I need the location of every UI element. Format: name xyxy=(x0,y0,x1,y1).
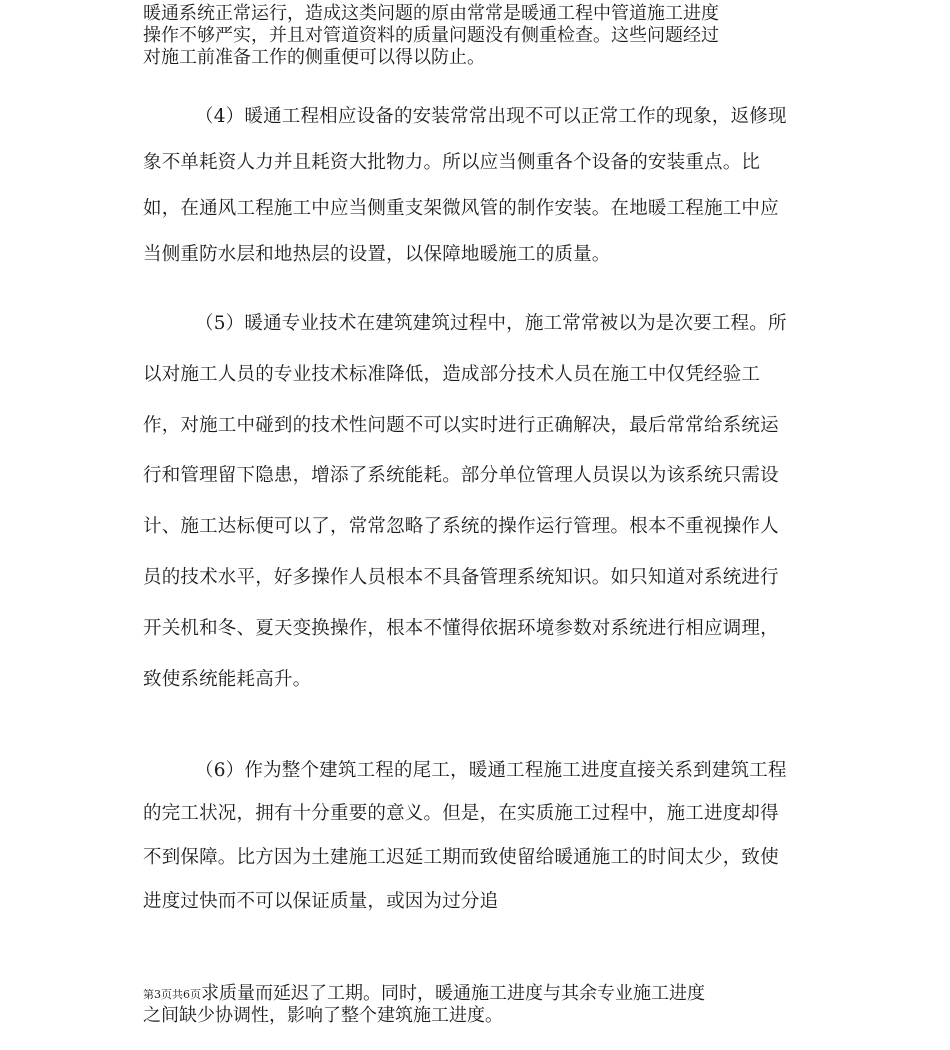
paragraph-line: 致使系统能耗高升。 xyxy=(143,669,312,690)
paragraph-line: 当侧重防水层和地热层的设置，以保障地暖施工的质量。 xyxy=(143,244,611,265)
paragraph-line: （6）作为整个建筑工程的尾工，暖通工程施工进度直接关系到建筑工程 xyxy=(195,760,787,781)
paragraph-line: 作，对施工中碰到的技术性问题不可以实时进行正确解决，最后常常给系统运 xyxy=(143,415,779,436)
footer-continuation: 求质量而延迟了工期。同时，暖通施工进度与其余专业施工进度 xyxy=(201,983,705,1004)
paragraph-line: 的完工状况，拥有十分重要的意义。但是，在实质施工过程中，施工进度却得 xyxy=(143,803,779,824)
page-number-label: 第3页共6页 xyxy=(143,988,201,1001)
footer-line: 之间缺少协调性，影响了整个建筑施工进度。 xyxy=(143,1005,503,1026)
paragraph-line: 以对施工人员的专业技术标准降低，造成部分技术人员在施工中仅凭经验工 xyxy=(143,364,761,385)
paragraph-line: 暖通系统正常运行，造成这类问题的原由常常是暖通工程中管道施工进度 xyxy=(143,3,719,24)
paragraph-line: 不到保障。比方因为土建施工迟延工期而致使留给暖通施工的时间太少，致使 xyxy=(143,847,779,868)
paragraph-line: （4）暖通工程相应设备的安装常常出现不可以正常工作的现象，返修现 xyxy=(195,106,787,127)
paragraph-line: 行和管理留下隐患，增添了系统能耗。部分单位管理人员误以为该系统只需设 xyxy=(143,465,779,486)
paragraph-line: 对施工前准备工作的侧重便可以得以防止。 xyxy=(143,47,485,68)
footer-line xyxy=(143,983,705,1006)
paragraph-line: 象不单耗资人力并且耗资大批物力。所以应当侧重各个设备的安装重点。比 xyxy=(143,152,761,173)
paragraph-line: 开关机和冬、夏天变换操作，根本不懂得依据环境参数对系统进行相应调理， xyxy=(143,618,779,639)
paragraph-line: 计、施工达标便可以了，常常忽略了系统的操作运行管理。根本不重视操作人 xyxy=(143,516,779,537)
paragraph-line: 如，在通风工程施工中应当侧重支架微风管的制作安装。在地暖工程施工中应 xyxy=(143,198,779,219)
paragraph-line: 进度过快而不可以保证质量，或因为过分追 xyxy=(143,891,499,912)
paragraph-line: （5）暖通专业技术在建筑建筑过程中，施工常常被以为是次要工程。所 xyxy=(195,313,787,334)
paragraph-line: 员的技术水平，好多操作人员根本不具备管理系统知识。如只知道对系统进行 xyxy=(143,567,779,588)
paragraph-line: 操作不够严实，并且对管道资料的质量问题没有侧重检查。这些问题经过 xyxy=(143,25,719,46)
